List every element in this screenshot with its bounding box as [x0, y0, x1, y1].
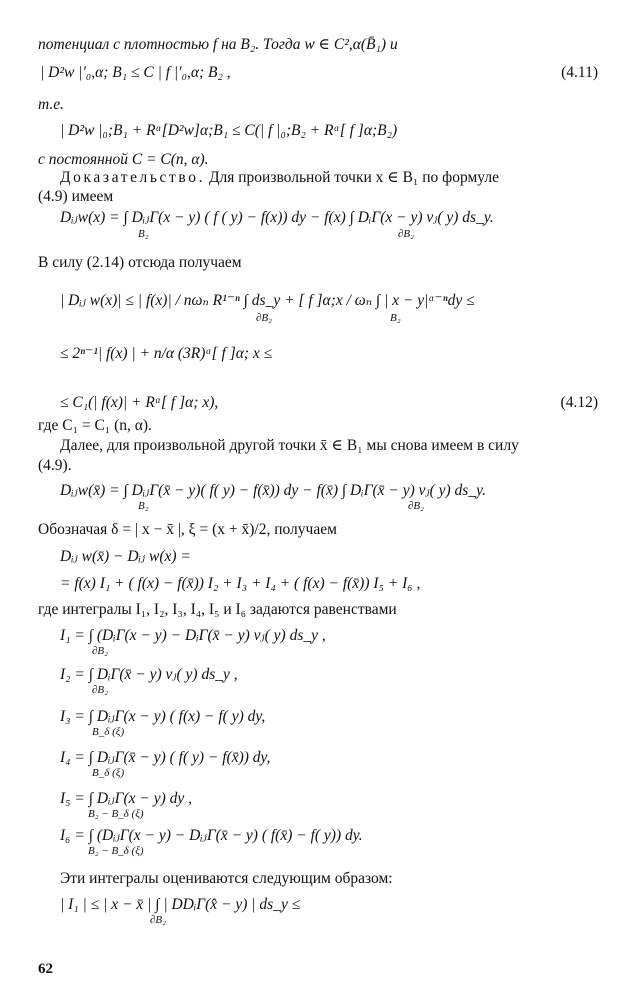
integral-limit: B₂ — [138, 500, 149, 512]
text-line: потенциал с плотностью f на B₂. Тогда w ∈ C²,α(B̄₁) и — [38, 36, 398, 53]
equation: Dᵢⱼ w(x̄) − Dᵢⱼ w(x) = — [60, 548, 191, 565]
equation-I6: I₆ = ∫ (DᵢⱼΓ(x − y) − DᵢⱼΓ(x̄ − y) ( f(x̄) − f( y)) dy. — [60, 827, 363, 844]
text-line: Эти интегралы оцениваются следующим образом: — [60, 870, 393, 887]
page-number: 62 — [38, 961, 53, 977]
integral-limit: ∂B₂ — [408, 500, 424, 512]
integral-limit: ∂B₂ — [150, 914, 166, 926]
text-line: где C₁ = C₁ (n, α). — [38, 417, 152, 434]
text-line: т.е. — [38, 96, 65, 113]
equation-number: (4.11) — [561, 64, 598, 81]
integral-limit: ∂B₂ — [92, 645, 108, 657]
text-line — [60, 169, 499, 188]
integral-limit: B₂ — [138, 228, 149, 240]
integral-limit: ∂B₂ — [256, 312, 272, 324]
equation-number: (4.12) — [560, 394, 598, 411]
equation-I4: I₄ = ∫ DᵢⱼΓ(x̄ − y) ( f( y) − f(x̄)) dy, — [60, 749, 271, 766]
integral-limit: B_δ (ξ) — [92, 726, 125, 738]
integral-limit: ∂B₂ — [398, 228, 414, 240]
equation-4-12: ≤ C₁(| f(x)| + Rᵅ[ f ]α; x), — [60, 394, 219, 411]
integral-limit: B₂ − B_δ (ξ) — [88, 808, 144, 820]
proof-label: Доказательство. — [60, 169, 206, 186]
text-line: (4.9) имеем — [38, 188, 114, 205]
text-line: Далее, для произвольной другой точки x̄ ∈ B₁ мы снова имеем в силу — [60, 437, 519, 454]
text-span: Для произвольной точки x ∈ B₁ по формуле — [208, 169, 499, 186]
text-line: (4.9). — [38, 457, 72, 474]
equation-4-11: | D²w |′₀,α; B₁ ≤ C | f |′₀,α; B₂ , — [40, 64, 231, 81]
equation: Dᵢⱼw(x̄) = ∫ DᵢⱼΓ(x̄ − y)( f( y) − f(x̄)) dy − f(x̄) ∫ DᵢΓ(x̄ − y) νⱼ( y) ds_y. — [60, 482, 486, 499]
equation: | Dᵢⱼ w(x)| ≤ | f(x)| / nωₙ R¹⁻ⁿ ∫ ds_y + [ f ]α;x / ωₙ ∫ | x − y|ᵅ⁻ⁿdy ≤ — [60, 292, 475, 309]
equation-I2: I₂ = ∫ DᵢΓ(x̄ − y) νⱼ( y) ds_y , — [60, 666, 238, 683]
text-line: В силу (2.14) отсюда получаем — [38, 254, 242, 271]
text-line: с постоянной C = C(n, α). — [38, 151, 209, 168]
equation-I1: I₁ = ∫ (DᵢΓ(x − y) − DᵢΓ(x̄ − y) νⱼ( y) ds_y , — [60, 627, 326, 644]
equation: Dᵢⱼw(x) = ∫ DᵢⱼΓ(x − y) ( f ( y) − f(x)) dy − f(x) ∫ DᵢΓ(x − y) νⱼ( y) ds_y. — [60, 209, 494, 226]
text-line: где интегралы I₁, I₂, I₃, I₄, I₅ и I₆ задаются равенствами — [38, 601, 397, 618]
integral-limit: B₂ — [390, 312, 401, 324]
equation: ≤ 2ⁿ⁻¹| f(x) | + n/α (3R)ᵅ[ f ]α; x ≤ — [60, 345, 273, 362]
equation-I5: I₅ = ∫ DᵢⱼΓ(x − y) dy , — [60, 790, 192, 807]
text-line: Обозначая δ = | x − x̄ |, ξ = (x + x̄)/2, получаем — [38, 521, 337, 538]
equation: | D²w |₀;B₁ + Rᵅ[D²w]α;B₁ ≤ C(| f |₀;B₂ + Rᵅ[ f ]α;B₂) — [60, 122, 398, 139]
equation: = f(x) I₁ + ( f(x) − f(x̄)) I₂ + I₃ + I₄ + ( f(x) − f(x̄)) I₅ + I₆ , — [60, 575, 421, 592]
equation-I3: I₃ = ∫ DᵢⱼΓ(x − y) ( f(x) − f( y) dy, — [60, 708, 266, 725]
integral-limit: B_δ (ξ) — [92, 767, 125, 779]
equation: | I₁ | ≤ | x − x̄ | ∫ | DDᵢΓ(x̂ − y) | ds_y ≤ — [60, 896, 301, 913]
integral-limit: ∂B₂ — [92, 684, 108, 696]
integral-limit: B₂ − B_δ (ξ) — [88, 845, 144, 857]
